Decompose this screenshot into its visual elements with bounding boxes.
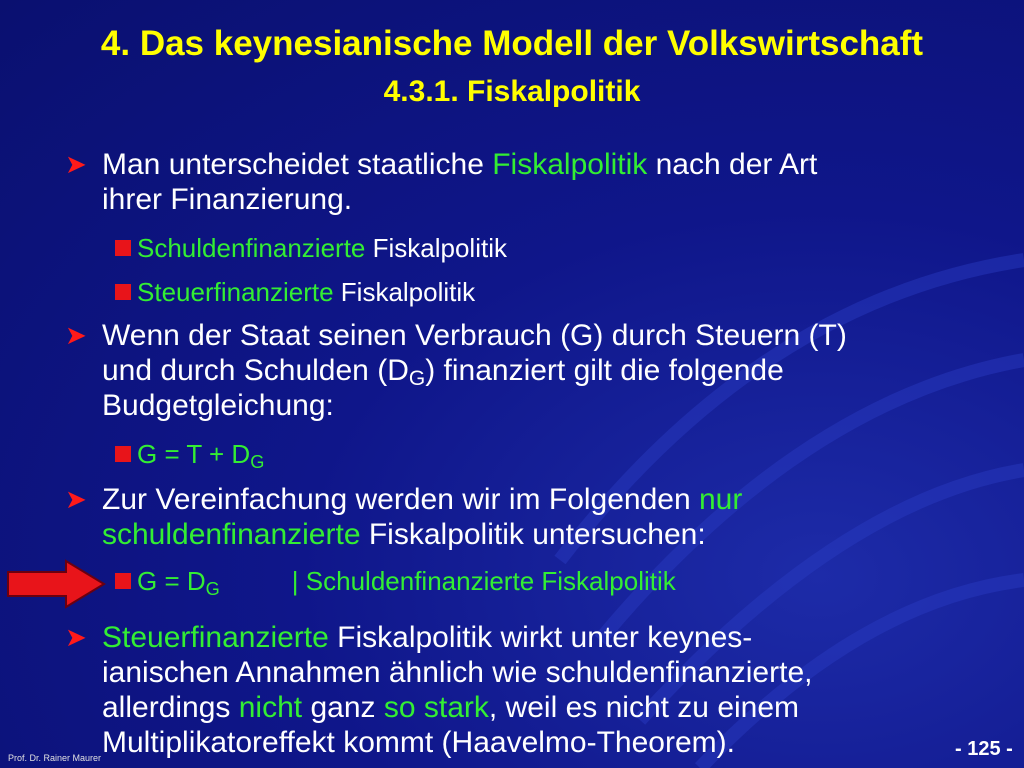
bullet-simplification: ➤ Zur Vereinfachung werden wir im Folgenden nur schuldenfinanzierte Fiskalpolitik untersuchen:: [65, 483, 743, 551]
big-red-arrow-icon: [6, 559, 106, 609]
bullet-budget: ➤ Wenn der Staat seinen Verbrauch (G) durch Steuern (T) und durch Schulden $(D_G)$ finanziert gilt die folgende Budgetgleichung:: [65, 319, 847, 422]
arrowhead-icon: ➤: [65, 484, 87, 514]
red-square-icon: [115, 446, 131, 462]
arrowhead-icon: ➤: [65, 622, 87, 652]
bullet-financing: ➤ Man unterscheidet staatliche Fiskalpolitik nach der Art ihrer Finanzierung.: [65, 148, 818, 216]
red-square-icon: [115, 240, 131, 256]
arrowhead-icon: ➤: [65, 320, 87, 350]
sub-bullet-tax-financed: Steuerfinanzierte Fiskalpolitik: [115, 277, 975, 307]
page-number: - 125 -: [955, 738, 1013, 760]
red-square-icon: [115, 284, 131, 300]
red-square-icon: [115, 573, 131, 589]
sub-bullet-budget-equation: $G = T + D_G$: [115, 439, 975, 469]
slide-subtitle: 4.3.1. Fiskalpolitik: [383, 75, 641, 108]
author-footer: Prof. Dr. Rainer Maurer: [8, 753, 102, 763]
sub-bullet-debt-financed: Schuldenfinanzierte Fiskalpolitik: [115, 233, 975, 263]
bullet-tax-financed: ➤ Steuerfinanzierte Fiskalpolitik wirkt unter keynes- ianischen Annahmen ähnlich wie schuldenfinanzierte, allerdings nicht ganz so stark, weil es nicht zu einem Multiplikatoreffekt kommt (Haavelmo-Theorem).: [65, 621, 813, 759]
arrowhead-icon: ➤: [65, 149, 87, 179]
slide-title: 4. Das keynesianische Modell der Volkswirtschaft: [100, 24, 924, 63]
sub-bullet-debt-equation: $G = D_G$ | Schuldenfinanzierte Fiskalpolitik: [115, 566, 975, 596]
